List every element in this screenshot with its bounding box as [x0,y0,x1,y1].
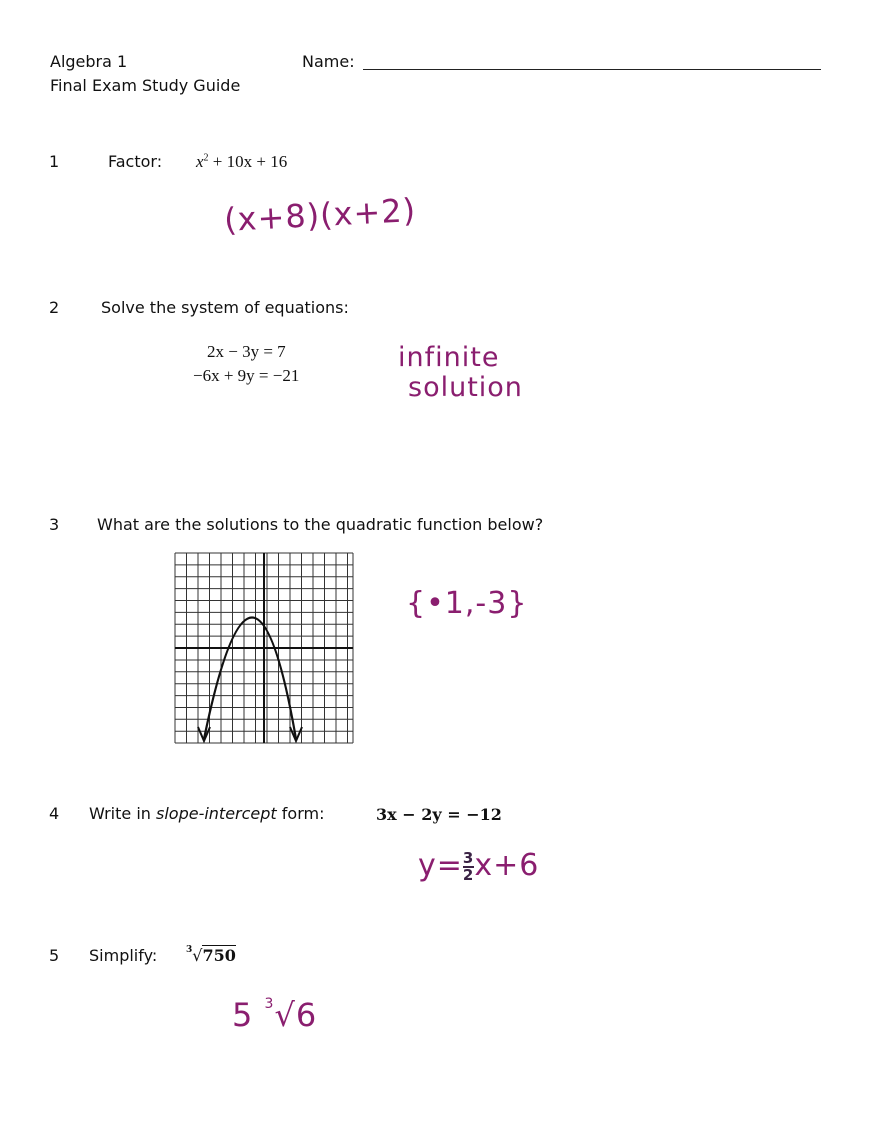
answer-index: 3 [264,996,275,1012]
question-number: 3 [49,515,60,534]
handwritten-answer [418,848,539,894]
question-number: 1 [49,152,60,171]
graph-axes [175,553,353,743]
prompt-text-before: Write in [89,804,156,823]
prompt-emphasis: slope-intercept [156,804,277,823]
name-field[interactable] [363,69,821,70]
name-label: Name: [302,52,355,71]
parabola-graph [172,551,356,745]
question-number: 5 [49,946,60,965]
fraction-denominator: 2 [462,865,475,884]
guide-title: Final Exam Study Guide [50,76,241,95]
question-prompt: Solve the system of equations: [101,298,349,317]
handwritten-answer [232,996,317,1034]
radical-sign: √ [192,946,203,965]
answer-radicand: 6 [295,996,318,1034]
handwritten-answer-line-2: solution [408,372,523,403]
answer-rhs: x+6 [474,848,540,883]
answer-lhs: y= [418,848,463,883]
radicand: 750 [202,946,236,965]
expr-variable: x [196,152,204,171]
answer-radical-sign: √ [274,996,296,1034]
question-prompt [89,804,324,823]
expr-rest: + 10x + 16 [208,152,288,171]
factor-expression [196,152,287,172]
radical-index: 3 [186,945,193,955]
equation-2: −6x + 9y = −21 [193,366,300,385]
handwritten-answer-line-1: infinite [398,342,500,373]
handwritten-answer: {•1,-3} [406,586,528,621]
expr-exponent: 2 [203,152,209,164]
course-title: Algebra 1 [50,52,128,71]
question-number: 2 [49,298,60,317]
handwritten-answer: (x+8)(x+2) [223,190,418,240]
equation: 3x − 2y = −12 [376,805,502,824]
cube-root-expression [186,945,236,965]
question-prompt: What are the solutions to the quadratic function below? [97,515,544,534]
equation-1: 2x − 3y = 7 [207,342,286,361]
question-prompt: Factor: [108,152,163,171]
question-prompt: Simplify: [89,946,158,965]
prompt-text-after: form: [276,804,325,823]
question-number: 4 [49,804,60,823]
fraction-numerator: 3 [462,848,475,867]
answer-coefficient: 5 [232,996,254,1034]
answer-fraction [462,848,475,884]
